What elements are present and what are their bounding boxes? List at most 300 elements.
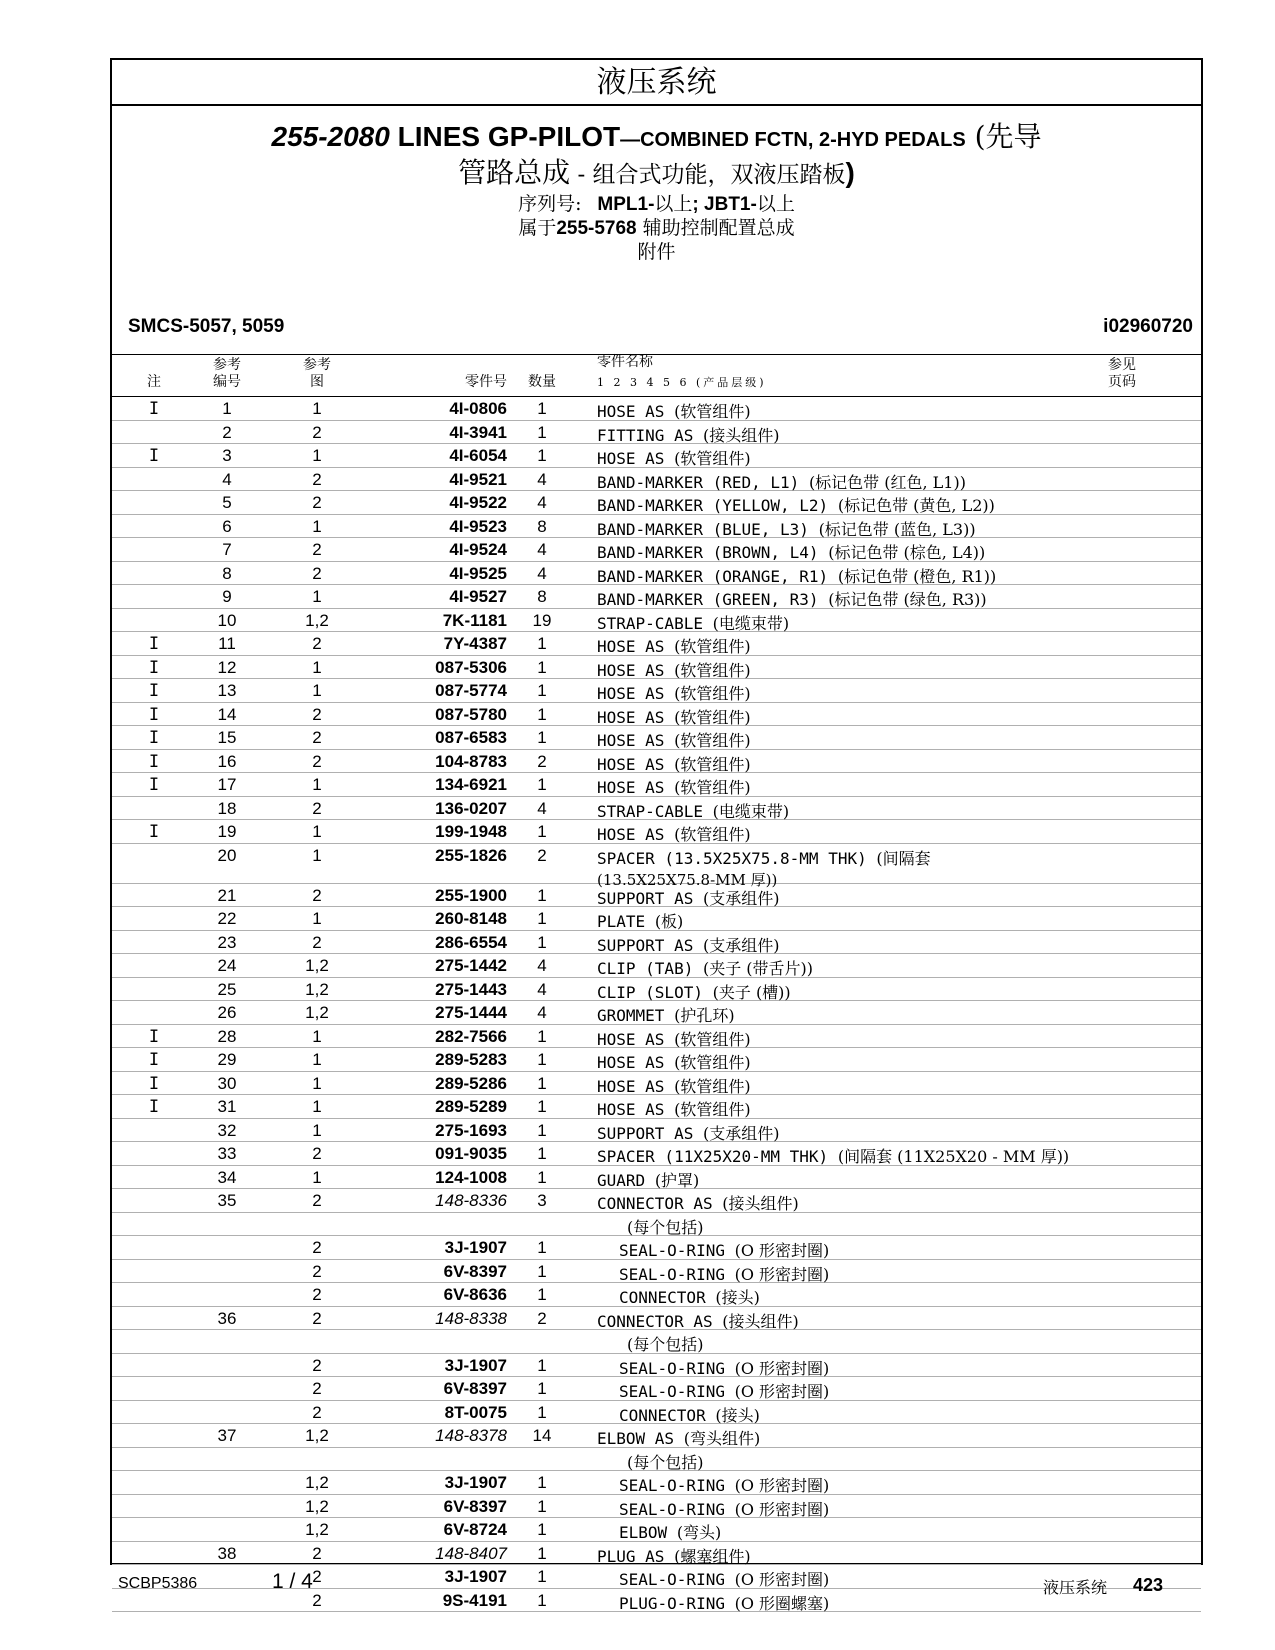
description-en: HOSE AS xyxy=(597,1076,665,1096)
description-cell xyxy=(597,1003,735,1026)
note-cell: I xyxy=(148,704,160,725)
serial-prefix-b: JBT1- xyxy=(704,194,757,215)
part-number-cell: 3J-1907 xyxy=(444,1355,507,1375)
description-cell xyxy=(597,1027,751,1050)
quantity-cell: 19 xyxy=(532,610,552,630)
title-cn-close: ) xyxy=(845,157,855,188)
figure-cell: 1,2 xyxy=(305,1496,329,1516)
description-cell xyxy=(597,399,751,422)
description-cn: (螺塞组件) xyxy=(674,1546,751,1566)
table-row xyxy=(112,679,1201,703)
illustration-id: i02960720 xyxy=(1103,316,1193,337)
description-cell xyxy=(597,446,751,469)
part-number-cell: 6V-8397 xyxy=(443,1261,507,1281)
figure-cell: 2 xyxy=(312,1379,322,1398)
description-cell xyxy=(597,470,966,493)
description-cn: (软管组件) xyxy=(674,1100,751,1119)
description-en: BAND-MARKER (RED, L1) xyxy=(597,472,800,492)
description-en: HOSE AS xyxy=(597,707,665,727)
part-of-number: 255-5768 xyxy=(556,218,637,239)
figure-cell: 1 xyxy=(312,775,322,794)
description-cn: (标记色带 (红色, L1)) xyxy=(808,472,966,492)
table-row xyxy=(112,562,1201,586)
figure-cell: 2 xyxy=(312,422,322,442)
description-en: CONNECTOR AS xyxy=(597,1311,713,1331)
figure-cell: 1,2 xyxy=(305,1520,329,1539)
description-cn: (O 形密封圈) xyxy=(734,1570,830,1589)
note-cell: I xyxy=(148,1073,160,1094)
description-cell xyxy=(597,822,751,845)
footer-doc-id: SCBP5386 xyxy=(118,1575,198,1592)
ref-number-cell: 20 xyxy=(217,845,237,865)
note-cell: I xyxy=(148,751,160,772)
table-row xyxy=(112,1307,1201,1331)
table-row xyxy=(112,1189,1201,1213)
description-cell xyxy=(627,1332,704,1355)
table-row xyxy=(112,726,1201,750)
table-row xyxy=(112,1401,1201,1425)
description-cell xyxy=(597,1097,751,1120)
description-cn: (O 形密封圈) xyxy=(734,1241,830,1260)
table-row xyxy=(112,585,1201,609)
table-row xyxy=(112,609,1201,633)
figure-cell: 2 xyxy=(312,540,322,559)
part-number-cell: 275-1444 xyxy=(435,1003,507,1022)
serial-separator: ; xyxy=(692,194,705,215)
footer-page-number: 423 xyxy=(1133,1575,1164,1595)
figure-cell: 1 xyxy=(312,681,322,700)
note-cell: I xyxy=(148,822,160,842)
description-en: FITTING AS xyxy=(597,425,694,445)
description-en: CONNECTOR xyxy=(619,1288,706,1307)
table-row xyxy=(112,931,1201,955)
quantity-cell: 2 xyxy=(537,845,547,865)
table-row xyxy=(112,1518,1201,1542)
description-cn: (弯头) xyxy=(676,1523,722,1542)
part-number-cell: 6V-8724 xyxy=(443,1520,507,1539)
col-desc-2: 1 2 3 4 5 6 (产品层级) xyxy=(597,376,767,389)
part-number-cell: 104-8783 xyxy=(435,751,507,771)
description-en: GROMMET xyxy=(597,1006,665,1025)
description-en: SEAL-O-RING xyxy=(619,1476,725,1495)
ref-number-cell: 18 xyxy=(217,798,237,818)
part-number-cell: 9S-4191 xyxy=(442,1590,507,1610)
table-row xyxy=(112,703,1201,727)
description-en: PLATE xyxy=(597,912,646,931)
table-row xyxy=(112,468,1201,492)
col-ref-2: 编号 xyxy=(213,374,241,390)
table-row xyxy=(112,1283,1201,1307)
description-en: HOSE AS xyxy=(597,778,665,797)
description-cn: (软管组件) xyxy=(674,402,751,421)
quantity-cell: 1 xyxy=(537,446,547,465)
description-cell xyxy=(619,1403,760,1426)
table-row xyxy=(112,907,1201,931)
description-cn: (每个包括) xyxy=(627,1335,704,1354)
note-cell: I xyxy=(148,775,160,795)
description-cell xyxy=(597,540,985,563)
description-en: BAND-MARKER (YELLOW, L2) xyxy=(597,496,829,515)
ref-number-cell: 14 xyxy=(217,704,237,724)
description-cn: (电缆束带) xyxy=(712,613,790,633)
part-number-cell: 282-7566 xyxy=(435,1026,507,1046)
figure-cell: 2 xyxy=(312,751,322,771)
smcs-code: SMCS-5057, 5059 xyxy=(128,316,285,337)
description-en: SEAL-O-RING xyxy=(619,1241,725,1260)
table-row xyxy=(112,1213,1201,1237)
description-en: HOSE AS xyxy=(597,449,665,468)
quantity-cell: 1 xyxy=(537,634,547,653)
description-cell xyxy=(619,1356,829,1379)
table-row xyxy=(112,1001,1201,1025)
part-number-cell: 289-5289 xyxy=(435,1097,507,1116)
part-number-cell: 087-5774 xyxy=(435,681,507,700)
description-cn: (弯头组件) xyxy=(683,1429,761,1448)
description-cn: (O 形密封圈) xyxy=(734,1382,830,1401)
part-number-cell: 255-1826 xyxy=(435,845,507,865)
part-number-cell: 3J-1907 xyxy=(444,1567,507,1586)
col-fig-1: 参考 xyxy=(303,357,331,373)
table-row xyxy=(112,491,1201,515)
figure-cell: 1 xyxy=(312,657,322,677)
description-cn: (标记色带 (蓝色, L3)) xyxy=(818,519,976,539)
description-cell xyxy=(597,728,751,751)
table-row xyxy=(112,1354,1201,1378)
description-cn: (标记色带 (棕色, L4)) xyxy=(828,543,986,562)
quantity-cell: 1 xyxy=(537,1543,547,1563)
description-en: CLIP (TAB) xyxy=(597,959,694,978)
serial-label: 序列号: xyxy=(518,193,582,215)
description-cell xyxy=(597,956,813,979)
col-see-page-1: 参见 xyxy=(1108,357,1136,373)
note-cell: I xyxy=(148,681,160,701)
part-number-cell: 148-8336 xyxy=(435,1191,507,1210)
part-number-cell: 4I-9527 xyxy=(449,587,507,606)
ref-number-cell: 33 xyxy=(217,1144,237,1163)
description-cn: (软管组件) xyxy=(674,825,751,844)
ref-number-cell: 29 xyxy=(217,1050,237,1069)
figure-cell: 1 xyxy=(312,1120,322,1140)
quantity-cell: 3 xyxy=(537,1191,547,1210)
description-cn: (每个包括) xyxy=(627,1452,704,1472)
part-number-cell: 275-1693 xyxy=(435,1120,507,1140)
quantity-cell: 2 xyxy=(537,751,547,771)
description-cell xyxy=(597,587,987,610)
quantity-cell: 1 xyxy=(537,1144,547,1163)
note-cell: I xyxy=(148,446,160,466)
part-number-cell: 6V-8397 xyxy=(443,1496,507,1516)
table-row xyxy=(112,1424,1201,1448)
description-cn: (支承组件) xyxy=(702,935,780,955)
description-en: HOSE AS xyxy=(597,660,665,680)
title-line-1 xyxy=(112,120,1201,157)
description-cell xyxy=(597,933,779,956)
description-cell xyxy=(597,799,789,822)
table-row xyxy=(112,820,1201,844)
description-cell xyxy=(597,1191,799,1214)
col-desc-1: 零件名称 xyxy=(597,354,653,370)
serial-b-range: 以上 xyxy=(756,193,795,215)
description-en: SUPPORT AS xyxy=(597,888,694,908)
description-cell xyxy=(597,517,976,540)
description-en: BAND-MARKER (GREEN, R3) xyxy=(597,590,819,609)
table-row xyxy=(112,444,1201,468)
description-cell xyxy=(627,1215,704,1238)
title-en-sub: —COMBINED FCTN, 2-HYD PEDALS xyxy=(620,129,966,151)
description-en: HOSE AS xyxy=(597,684,665,703)
column-headers xyxy=(112,354,1201,397)
quantity-cell: 1 xyxy=(537,704,547,724)
quantity-cell: 1 xyxy=(537,932,547,952)
ref-number-cell: 37 xyxy=(217,1426,237,1445)
part-number-cell: 275-1442 xyxy=(435,956,507,975)
attachment-line xyxy=(112,240,1201,265)
part-number-cell: 289-5283 xyxy=(435,1050,507,1069)
quantity-cell: 4 xyxy=(537,493,547,512)
description-cell xyxy=(619,1591,829,1614)
figure-cell: 1,2 xyxy=(305,979,329,999)
description-en: STRAP-CABLE xyxy=(597,801,703,821)
col-part-no: 零件号 xyxy=(465,374,507,390)
figure-cell: 2 xyxy=(312,634,322,653)
ref-number-cell: 36 xyxy=(217,1308,237,1328)
figure-cell: 1,2 xyxy=(305,1003,329,1022)
serial-a-range: 以上 xyxy=(654,193,693,215)
description-cell xyxy=(597,564,996,587)
part-number-cell: 260-8148 xyxy=(435,909,507,928)
part-number-cell: 289-5286 xyxy=(435,1073,507,1093)
table-row xyxy=(112,773,1201,797)
description-cn: (间隔套 (11X25X20 - MM 厚)) xyxy=(837,1147,1070,1166)
description-cn: (软管组件) xyxy=(674,449,751,468)
figure-cell: 1 xyxy=(312,845,322,865)
description-cn: (软管组件) xyxy=(674,1029,751,1049)
description-cell xyxy=(597,775,751,798)
figure-cell: 2 xyxy=(312,932,322,952)
quantity-cell: 1 xyxy=(537,399,547,418)
table-row xyxy=(112,1048,1201,1072)
quantity-cell: 1 xyxy=(537,1073,547,1093)
table-row xyxy=(112,515,1201,539)
footer-section: 液压系统 xyxy=(1043,1578,1108,1597)
parts-header xyxy=(112,106,1201,355)
ref-number-cell: 3 xyxy=(222,446,232,465)
table-row xyxy=(112,538,1201,562)
description-cell xyxy=(597,1309,799,1332)
ref-number-cell: 8 xyxy=(222,563,232,583)
description-cn: (软管组件) xyxy=(674,707,751,727)
table-row xyxy=(112,1471,1201,1495)
description-cn: (软管组件) xyxy=(674,754,751,774)
part-number-cell: 7Y-4387 xyxy=(443,634,507,653)
description-cn: (接头组件) xyxy=(722,1311,799,1331)
quantity-cell: 1 xyxy=(537,909,547,928)
serial-prefix-a: MPL1- xyxy=(597,194,655,215)
title-cn: 管路总成 xyxy=(458,156,571,189)
description-en: PLUG AS xyxy=(597,1546,665,1566)
title-cn-sub: - 组合式功能，双液压踏板 xyxy=(570,162,846,188)
figure-cell: 1 xyxy=(312,1167,322,1187)
title-line-2 xyxy=(112,156,1201,192)
quantity-cell: 4 xyxy=(537,540,547,559)
table-row xyxy=(112,1377,1201,1401)
quantity-cell: 4 xyxy=(537,1003,547,1022)
description-en: HOSE AS xyxy=(597,731,665,750)
description-en: SPACER (11X25X20-MM THK) xyxy=(597,1147,829,1166)
serial-line xyxy=(112,192,1201,217)
description-cn: (O 形密封圈) xyxy=(734,1358,830,1378)
part-number-cell: 4I-9523 xyxy=(449,516,507,536)
col-ref-1: 参考 xyxy=(213,357,241,373)
description-cell xyxy=(597,493,995,516)
quantity-cell: 8 xyxy=(537,516,547,536)
figure-cell: 1 xyxy=(312,822,322,841)
figure-cell: 2 xyxy=(312,798,322,818)
table-row xyxy=(112,1095,1201,1119)
table-row xyxy=(112,1119,1201,1143)
ref-number-cell: 5 xyxy=(222,493,232,512)
group-part-number: 255-2080 xyxy=(271,121,390,152)
ref-number-cell: 2 xyxy=(222,422,232,442)
table-row xyxy=(112,1260,1201,1284)
quantity-cell: 1 xyxy=(537,1285,547,1304)
description-en: SEAL-O-RING xyxy=(619,1382,725,1401)
description-en: BAND-MARKER (ORANGE, R1) xyxy=(597,566,829,586)
part-number-cell: 199-1948 xyxy=(435,822,507,841)
ref-number-cell: 31 xyxy=(217,1097,237,1116)
ref-number-cell: 19 xyxy=(217,822,237,841)
quantity-cell: 1 xyxy=(537,1026,547,1046)
quantity-cell: 1 xyxy=(537,775,547,794)
ref-number-cell: 4 xyxy=(222,469,232,489)
ref-number-cell: 28 xyxy=(217,1026,237,1046)
description-cell xyxy=(627,1450,704,1473)
description-cn: (软管组件) xyxy=(674,637,751,656)
table-row xyxy=(112,1236,1201,1260)
part-of-desc: 辅助控制配置总成 xyxy=(636,217,795,239)
quantity-cell: 1 xyxy=(537,1567,547,1586)
table-row xyxy=(112,1542,1201,1566)
description-cn: (护孔环) xyxy=(674,1006,735,1025)
description-cell xyxy=(597,909,683,932)
description-cn: (软管组件) xyxy=(674,731,751,750)
quantity-cell: 1 xyxy=(537,1379,547,1398)
part-number-cell: 6V-8636 xyxy=(443,1285,507,1304)
figure-cell: 2 xyxy=(312,493,322,512)
quantity-cell: 4 xyxy=(537,469,547,489)
description-cn: (接头) xyxy=(715,1405,760,1425)
description-cn: (间隔套 xyxy=(876,848,931,868)
quantity-cell: 1 xyxy=(537,681,547,700)
description-en: SUPPORT AS xyxy=(597,935,694,955)
figure-cell: 2 xyxy=(312,1402,322,1422)
quantity-cell: 1 xyxy=(537,1496,547,1516)
description-cell xyxy=(597,980,791,1003)
part-number-cell: 4I-3941 xyxy=(449,422,507,442)
table-row xyxy=(112,1142,1201,1166)
figure-cell: 2 xyxy=(312,1543,322,1563)
part-number-cell: 148-8378 xyxy=(435,1426,507,1445)
description-en: SPACER (13.5X25X75.8-MM THK) xyxy=(597,848,867,868)
description-cn: (软管组件) xyxy=(674,684,751,703)
note-cell: I xyxy=(148,657,160,678)
description-en: STRAP-CABLE xyxy=(597,613,703,633)
description-cell xyxy=(597,423,779,446)
description-cn: (夹子 (槽)) xyxy=(712,982,791,1002)
description-en: CONNECTOR xyxy=(619,1405,706,1425)
quantity-cell: 1 xyxy=(537,1167,547,1187)
description-cell xyxy=(597,1144,1069,1167)
description-en: ELBOW AS xyxy=(597,1429,675,1448)
part-number-cell: 3J-1907 xyxy=(444,1473,507,1492)
description-cell xyxy=(597,658,751,681)
quantity-cell: 8 xyxy=(537,587,547,606)
table-row xyxy=(112,1025,1201,1049)
description-cell xyxy=(597,1121,779,1144)
description-en: CONNECTOR AS xyxy=(597,1194,713,1213)
description-cell xyxy=(619,1473,829,1496)
description-cell xyxy=(597,611,789,634)
description-cell xyxy=(597,886,779,909)
description-cn: (软管组件) xyxy=(674,778,751,797)
figure-cell: 2 xyxy=(312,728,322,747)
part-number-cell: 4I-6054 xyxy=(449,446,507,465)
ref-number-cell: 21 xyxy=(217,885,237,905)
description-cn: (软管组件) xyxy=(674,1076,751,1096)
quantity-cell: 1 xyxy=(537,1402,547,1422)
part-number-cell: 286-6554 xyxy=(435,932,507,952)
quantity-cell: 1 xyxy=(537,1355,547,1375)
figure-cell: 2 xyxy=(312,1355,322,1375)
figure-cell: 2 xyxy=(312,563,322,583)
table-row xyxy=(112,978,1201,1002)
part-number-cell: 4I-9524 xyxy=(449,540,507,559)
figure-cell: 1 xyxy=(312,1073,322,1093)
table-row xyxy=(112,1448,1201,1472)
table-row xyxy=(112,421,1201,445)
description-en: HOSE AS xyxy=(597,402,665,421)
description-en: HOSE AS xyxy=(597,637,665,656)
part-number-cell: 255-1900 xyxy=(435,885,507,905)
quantity-cell: 1 xyxy=(537,1238,547,1257)
part-number-cell: 3J-1907 xyxy=(444,1238,507,1257)
quantity-cell: 1 xyxy=(537,1261,547,1281)
figure-cell: 2 xyxy=(312,1308,322,1328)
ref-number-cell: 34 xyxy=(217,1167,237,1187)
figure-cell: 2 xyxy=(312,1191,322,1210)
description-en: SEAL-O-RING xyxy=(619,1570,725,1589)
col-see-page-2: 页码 xyxy=(1108,374,1136,390)
description-en: BAND-MARKER (BROWN, L4) xyxy=(597,543,819,562)
quantity-cell: 4 xyxy=(537,563,547,583)
note-cell: I xyxy=(148,728,160,748)
description-cell xyxy=(597,1050,751,1073)
description-cn-line2: (13.5X25X75.8-MM 厚)) xyxy=(597,870,778,889)
figure-cell: 2 xyxy=(312,1238,322,1257)
ref-number-cell: 9 xyxy=(222,587,232,606)
description-cn: (O 形密封圈) xyxy=(734,1264,830,1284)
description-en: SEAL-O-RING xyxy=(619,1358,725,1378)
part-number-cell: 136-0207 xyxy=(435,798,507,818)
description-cell xyxy=(597,752,751,775)
description-cell xyxy=(619,1567,829,1590)
quantity-cell: 4 xyxy=(537,798,547,818)
description-en: ELBOW xyxy=(619,1523,668,1542)
part-number-cell: 134-6921 xyxy=(435,775,507,794)
figure-cell: 1,2 xyxy=(305,1426,329,1445)
description-cell xyxy=(597,634,751,657)
description-cell xyxy=(597,1544,751,1567)
